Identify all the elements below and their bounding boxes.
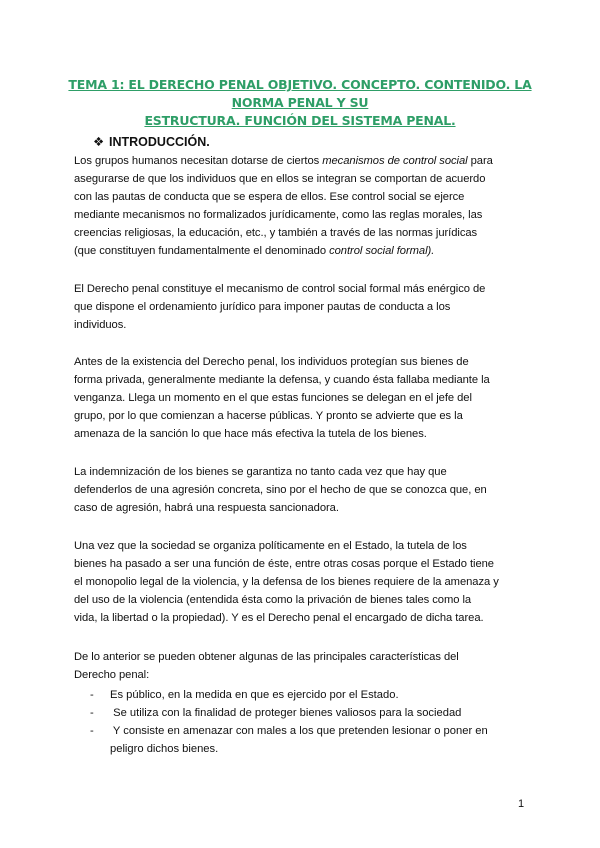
page-number: 1 <box>518 798 525 810</box>
document-title <box>60 76 540 130</box>
paragraph-2 <box>74 280 534 334</box>
p4-line: defenderlos de una agresión concreta, sino por el hecho de que se conozca que, en <box>74 484 487 496</box>
p3-line: forma privada, generalmente mediante la defensa, y cuando ésta fallaba mediante la <box>74 374 490 386</box>
list-item-text: Se utiliza con la finalidad de proteger bienes valiosos para la sociedad <box>110 707 462 719</box>
list-item <box>90 686 488 704</box>
diamond-bullet-icon: ❖ <box>93 135 105 149</box>
paragraph-4 <box>74 463 534 517</box>
section-heading <box>93 134 210 149</box>
p4-line: La indemnización de los bienes se garantiza no tanto cada vez que hay que <box>74 466 447 478</box>
p1-text: Los grupos humanos necesitan dotarse de ciertos <box>74 155 323 167</box>
p3-line: venganza. Llega un momento en el que estas funciones se delegan en el jefe del <box>74 392 472 404</box>
list-item-text: Es público, en la medida en que es ejercido por el Estado. <box>110 689 399 701</box>
p6-line: De lo anterior se pueden obtener algunas de las principales características del <box>74 651 459 663</box>
section-heading-text: INTRODUCCIÓN. <box>109 135 210 149</box>
p5-line: del uso de la violencia (entendida ésta como la privación de bienes tales como la <box>74 594 472 606</box>
paragraph-3 <box>74 353 534 443</box>
p5-line: el monopolio legal de la violencia, y la defensa de los bienes requiere de la amenaza y <box>74 576 499 588</box>
paragraph-1 <box>74 152 534 260</box>
p2-line: que dispone el ordenamiento jurídico para imponer pautas de conducta a los <box>74 301 451 313</box>
p1-text: para <box>467 155 493 167</box>
paragraph-5 <box>74 537 534 627</box>
list-item <box>90 722 488 758</box>
title-line-1: TEMA 1: EL DERECHO PENAL OBJETIVO. CONCEPTO. CONTENIDO. LA NORMA PENAL Y SU <box>68 77 532 110</box>
paragraph-6 <box>74 648 534 684</box>
dash-bullet: - <box>90 707 94 719</box>
p5-line: bienes ha pasado a ser una función de éste, entre otras cosas porque el Estado tiene <box>74 558 494 570</box>
p2-line: individuos. <box>74 319 127 331</box>
p1-line: mediante mecanismos no formalizados jurídicamente, como las reglas morales, las <box>74 209 483 221</box>
p2-line: El Derecho penal constituye el mecanismo de control social formal más enérgico de <box>74 283 486 295</box>
list-item <box>90 704 488 722</box>
p1-italic: control social formal). <box>329 245 435 257</box>
p1-text: (que constituyen fundamentalmente el denominado <box>74 245 330 257</box>
p3-line: grupo, por lo que comienzan a hacerse públicas. Y pronto se advierte que es la <box>74 410 463 422</box>
p4-line: caso de agresión, habrá una respuesta sancionadora. <box>74 502 339 514</box>
characteristics-list <box>90 686 488 758</box>
p3-line: Antes de la existencia del Derecho penal, los individuos protegían sus bienes de <box>74 356 469 368</box>
list-item-text: Y consiste en amenazar con males a los que pretenden lesionar o poner en <box>110 725 488 737</box>
p3-line: amenaza de la sanción lo que hace más efectiva la tutela de los bienes. <box>74 428 427 440</box>
p1-line: asegurarse de que los individuos que en ellos se integran se comportan de acuerdo <box>74 173 486 185</box>
dash-bullet: - <box>90 689 94 701</box>
p5-line: vida, la libertad o la propiedad). Y es el Derecho penal el encargado de dicha tarea. <box>74 612 484 624</box>
p6-line: Derecho penal: <box>74 669 150 681</box>
list-item-continuation: peligro dichos bienes. <box>110 743 219 755</box>
p5-line: Una vez que la sociedad se organiza políticamente en el Estado, la tutela de los <box>74 540 467 552</box>
dash-bullet: - <box>90 725 94 737</box>
title-line-2: ESTRUCTURA. FUNCIÓN DEL SISTEMA PENAL. <box>144 113 456 128</box>
p1-line: con las pautas de conducta que se espera de ellos. Ese control social se ejerce <box>74 191 465 203</box>
p1-line: creencias religiosas, la educación, etc., y también a través de las normas jurídicas <box>74 227 478 239</box>
p1-italic: mecanismos de control social <box>322 155 468 167</box>
